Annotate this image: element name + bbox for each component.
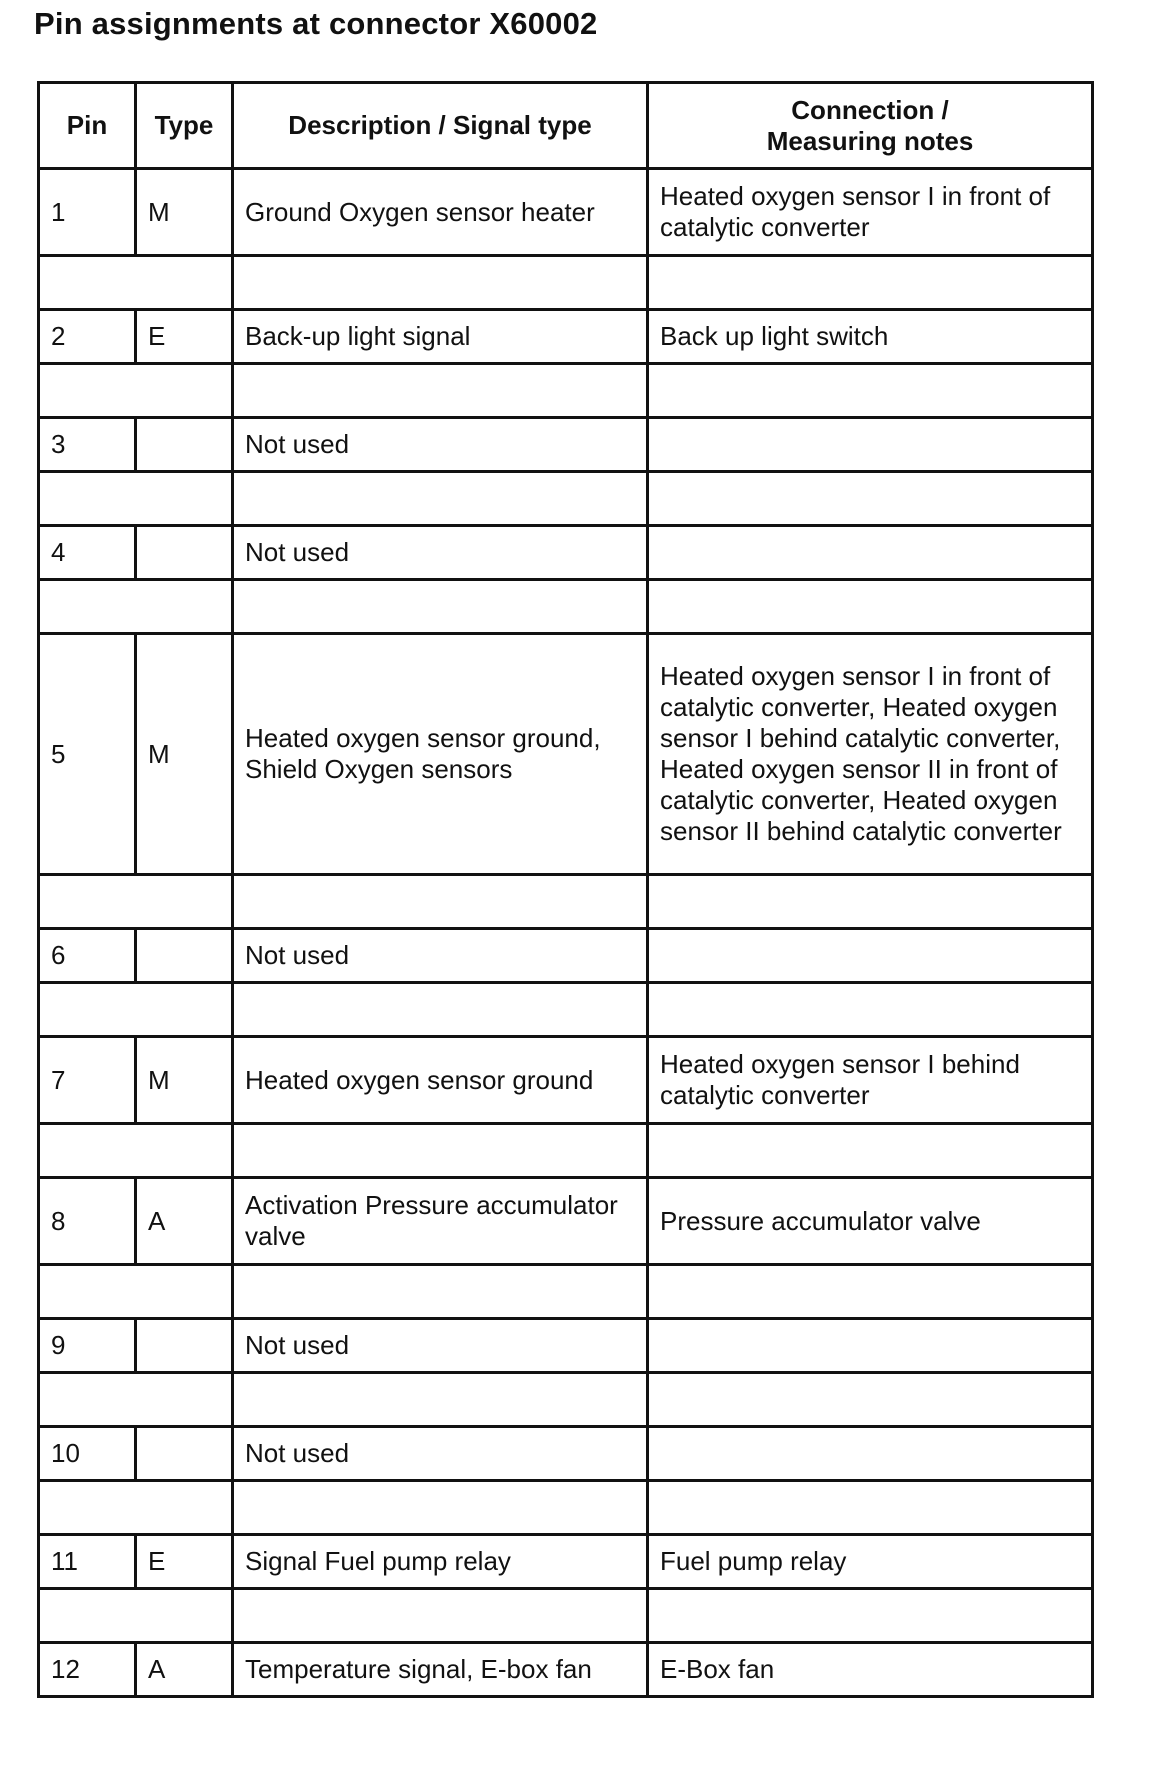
- pin-number: 4: [39, 526, 136, 580]
- pin-description: Heated oxygen sensor ground, Shield Oxygen sensors: [233, 634, 648, 875]
- pin-connection: E-Box fan: [648, 1643, 1093, 1697]
- pin-number: 6: [39, 929, 136, 983]
- pin-description: Not used: [233, 1427, 648, 1481]
- pin-number: 12: [39, 1643, 136, 1697]
- pin-number: 1: [39, 169, 136, 256]
- table-row: [39, 418, 1093, 472]
- pin-number: 8: [39, 1178, 136, 1265]
- pin-type: [136, 1319, 233, 1373]
- table-row: [39, 1427, 1093, 1481]
- pin-description: Activation Pressure accumulator valve: [233, 1178, 648, 1265]
- header-type: Type: [136, 83, 233, 169]
- pin-type: [136, 418, 233, 472]
- spacer-row: [39, 1373, 1093, 1427]
- pin-description: Not used: [233, 1319, 648, 1373]
- header-description: Description / Signal type: [233, 83, 648, 169]
- spacer-row: [39, 1124, 1093, 1178]
- header-connection: [648, 83, 1093, 169]
- table-header-row: [39, 83, 1093, 169]
- pin-connection: Fuel pump relay: [648, 1535, 1093, 1589]
- pin-assignment-table: [37, 81, 1094, 1698]
- pin-type: A: [136, 1643, 233, 1697]
- pin-connection: Back up light switch: [648, 310, 1093, 364]
- spacer-row: [39, 580, 1093, 634]
- pin-type: [136, 929, 233, 983]
- table-row: [39, 310, 1093, 364]
- spacer-row: [39, 1589, 1093, 1643]
- pin-type: E: [136, 1535, 233, 1589]
- pin-connection: [648, 1319, 1093, 1373]
- table-row: [39, 169, 1093, 256]
- table-row: [39, 1535, 1093, 1589]
- spacer-row: [39, 1481, 1093, 1535]
- pin-type: M: [136, 169, 233, 256]
- table-row: [39, 1037, 1093, 1124]
- page-title: Pin assignments at connector X60002: [34, 6, 598, 41]
- pin-number: 10: [39, 1427, 136, 1481]
- spacer-row: [39, 875, 1093, 929]
- pin-number: 5: [39, 634, 136, 875]
- pin-number: 7: [39, 1037, 136, 1124]
- table-row: [39, 1643, 1093, 1697]
- table-row: [39, 526, 1093, 580]
- pin-connection: [648, 526, 1093, 580]
- table-row: [39, 929, 1093, 983]
- spacer-row: [39, 256, 1093, 310]
- pin-type: E: [136, 310, 233, 364]
- pin-description: Ground Oxygen sensor heater: [233, 169, 648, 256]
- table-row: [39, 1178, 1093, 1265]
- spacer-row: [39, 364, 1093, 418]
- pin-description: Back-up light signal: [233, 310, 648, 364]
- pin-connection: Heated oxygen sensor I behind catalytic converter: [648, 1037, 1093, 1124]
- table-row: [39, 634, 1093, 875]
- pin-type: A: [136, 1178, 233, 1265]
- pin-number: 2: [39, 310, 136, 364]
- header-connection-line2: Measuring notes: [766, 125, 974, 156]
- pin-type: M: [136, 1037, 233, 1124]
- spacer-row: [39, 983, 1093, 1037]
- pin-connection: Pressure accumulator valve: [648, 1178, 1093, 1265]
- pin-description: Heated oxygen sensor ground: [233, 1037, 648, 1124]
- pin-connection: Heated oxygen sensor I in front of catalytic converter, Heated oxygen sensor I behind catalytic converter, Heated oxygen sensor II in front of catalytic converter, Heated oxygen sensor II behind catalytic converter: [648, 634, 1093, 875]
- pin-connection: Heated oxygen sensor I in front of catalytic converter: [648, 169, 1093, 256]
- header-pin: Pin: [39, 83, 136, 169]
- pin-description: Signal Fuel pump relay: [233, 1535, 648, 1589]
- spacer-row: [39, 472, 1093, 526]
- pin-type: [136, 526, 233, 580]
- pin-description: Temperature signal, E-box fan: [233, 1643, 648, 1697]
- pin-number: 3: [39, 418, 136, 472]
- pin-number: 11: [39, 1535, 136, 1589]
- pin-connection: [648, 1427, 1093, 1481]
- pin-description: Not used: [233, 929, 648, 983]
- pin-number: 9: [39, 1319, 136, 1373]
- pin-type: [136, 1427, 233, 1481]
- pin-connection: [648, 929, 1093, 983]
- header-connection-line1: Connection /: [791, 94, 949, 125]
- spacer-row: [39, 1265, 1093, 1319]
- pin-connection: [648, 418, 1093, 472]
- pin-type: M: [136, 634, 233, 875]
- pin-description: Not used: [233, 526, 648, 580]
- table-row: [39, 1319, 1093, 1373]
- pin-description: Not used: [233, 418, 648, 472]
